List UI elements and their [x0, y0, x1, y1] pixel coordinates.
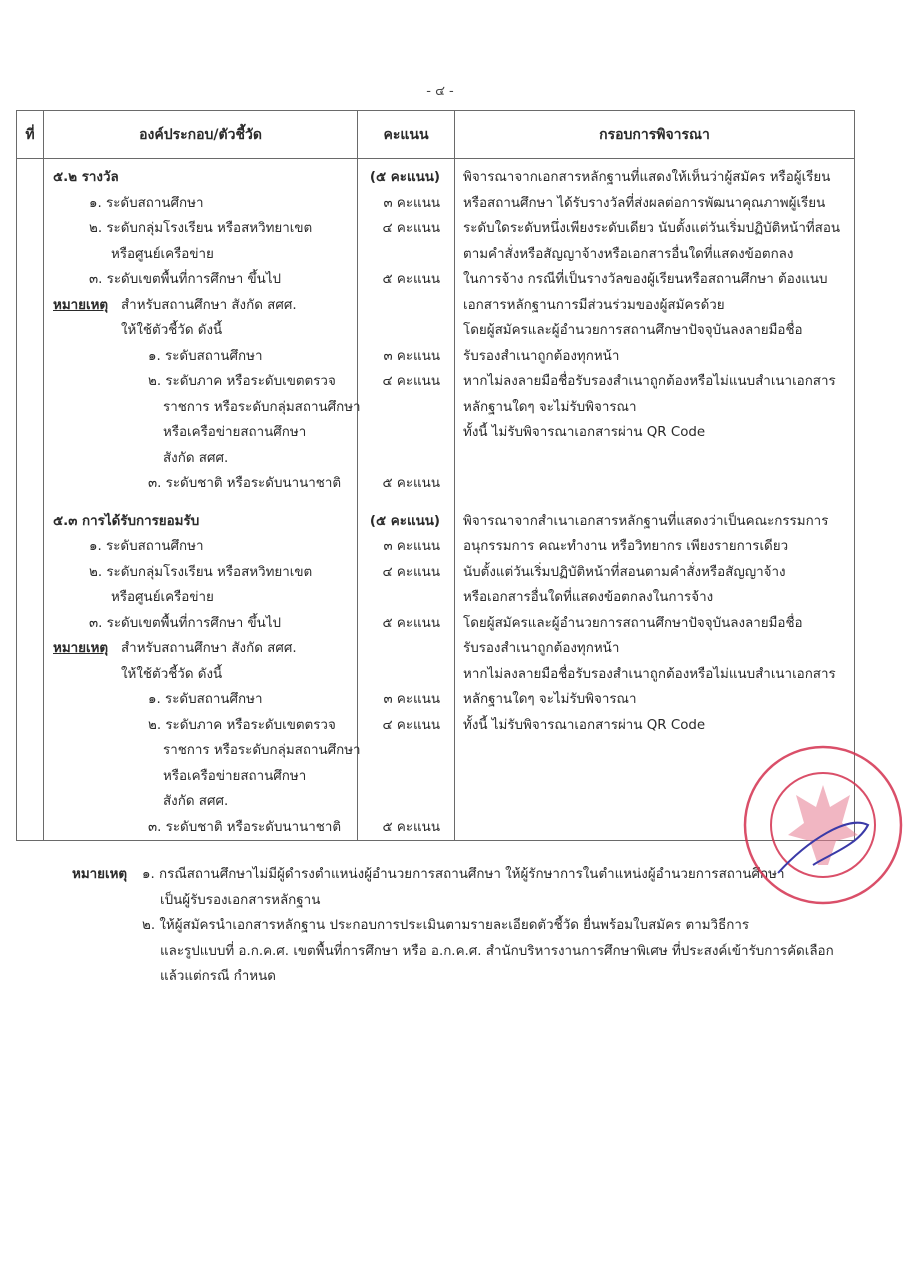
- note-item-score: ๕ คะแนน: [382, 476, 440, 491]
- note-label: หมายเหตุ: [53, 641, 109, 656]
- note-text: ให้ใช้ตัวชี้วัด ดังนี้: [121, 323, 223, 338]
- no-cell: [17, 159, 44, 497]
- criteria-line: พิจารณาจากสำเนาเอกสารหลักฐานที่แสดงว่าเป็นคณะกรรมการ: [463, 513, 829, 529]
- criteria-line: รับรองสำเนาถูกต้องทุกหน้า: [463, 348, 620, 364]
- header-component: องค์ประกอบ/ตัวชี้วัด: [44, 111, 358, 159]
- note-item-text: ราชการ หรือระดับกลุ่มสถานศึกษา: [163, 399, 361, 415]
- section-score: (๕ คะแนน): [369, 170, 440, 185]
- item-score: ๓ คะแนน: [383, 539, 440, 554]
- criteria-line: โดยผู้สมัครและผู้อำนวยการสถานศึกษาปัจจุบันลงลายมือชื่อ: [463, 323, 803, 338]
- criteria-line: หากไม่ลงลายมือชื่อรับรองสำเนาถูกต้องหรือไม่แนบสำเนาเอกสาร: [463, 666, 836, 682]
- item-text: ๓. ระดับเขตพื้นที่การศึกษา ขึ้นไป: [89, 272, 282, 287]
- criteria-line: ทั้งนี้ ไม่รับพิจารณาเอกสารผ่าน QR Code: [463, 425, 706, 440]
- table-row-section-5-3: [17, 497, 855, 841]
- item-text: ๒. ระดับกลุ่มโรงเรียน หรือสหวิทยาเขต: [89, 221, 313, 236]
- section-score: (๕ คะแนน): [369, 513, 440, 529]
- criteria-line: หลักฐานใดๆ จะไม่รับพิจารณา: [463, 399, 637, 415]
- note-item-score: ๔ คะแนน: [382, 717, 440, 733]
- score-cell: [358, 497, 455, 841]
- note-row: [53, 636, 357, 662]
- criteria-line: ในการจ้าง กรณีที่เป็นรางวัลของผู้เรียนหรือสถานศึกษา ต้องแนบ: [463, 272, 828, 287]
- note-item-score: ๔ คะแนน: [382, 374, 440, 389]
- criteria-line: โดยผู้สมัครและผู้อำนวยการสถานศึกษาปัจจุบันลงลายมือชื่อ: [463, 615, 803, 631]
- item-score: [358, 585, 454, 611]
- footer-label: หมายเหตุ: [72, 867, 128, 882]
- note-item-text: ราชการ หรือระดับกลุ่มสถานศึกษา: [163, 743, 361, 758]
- component-cell: [44, 497, 361, 841]
- note-row: [53, 293, 357, 319]
- note-item-score: ๕ คะแนน: [382, 819, 440, 835]
- criteria-line: เอกสารหลักฐานการมีส่วนร่วมของผู้สมัครด้วย: [463, 297, 725, 313]
- criteria-line: หรือสถานศึกษา ได้รับรางวัลที่ส่งผลต่อการพัฒนาคุณภาพผู้เรียน: [463, 195, 826, 211]
- item-score: ๔ คะแนน: [382, 221, 440, 236]
- note-text: สำหรับสถานศึกษา สังกัด สศศ.: [121, 297, 297, 313]
- item-score: ๓ คะแนน: [383, 195, 440, 211]
- note-item-score: ๓ คะแนน: [383, 692, 440, 707]
- note-text: ให้ใช้ตัวชี้วัด ดังนี้: [121, 666, 223, 682]
- section-title: ๕.๒ รางวัล: [53, 170, 119, 185]
- header-criteria: กรอบการพิจารณา: [455, 111, 855, 159]
- note-item-text: สังกัด สศศ.: [163, 794, 229, 809]
- criteria-line: หลักฐานใดๆ จะไม่รับพิจารณา: [463, 692, 637, 707]
- criteria-line: พิจารณาจากเอกสารหลักฐานที่แสดงให้เห็นว่าผู้สมัคร หรือผู้เรียน: [463, 170, 831, 185]
- footer-note-1: [72, 862, 834, 888]
- item-text: ๓. ระดับเขตพื้นที่การศึกษา ขึ้นไป: [89, 615, 282, 631]
- footer-line: เป็นผู้รับรองเอกสารหลักฐาน: [160, 892, 321, 908]
- section-title: ๕.๓ การได้รับการยอมรับ: [53, 513, 200, 529]
- footer-notes: [72, 862, 834, 990]
- footer-line: แล้วแต่กรณี กำหนด: [160, 969, 276, 984]
- note-item-text: ๑. ระดับสถานศึกษา: [148, 348, 263, 364]
- note-item-text: หรือเครือข่ายสถานศึกษา: [163, 768, 307, 784]
- header-no: ที่: [17, 111, 44, 159]
- criteria-line: ทั้งนี้ ไม่รับพิจารณาเอกสารผ่าน QR Code: [463, 717, 706, 733]
- item-text: ๑. ระดับสถานศึกษา: [89, 195, 204, 211]
- item-score: ๕ คะแนน: [382, 272, 440, 287]
- header-score: คะแนน: [358, 111, 455, 159]
- evaluation-table: [16, 110, 855, 841]
- item-text: ๒. ระดับกลุ่มโรงเรียน หรือสหวิทยาเขต: [89, 564, 313, 580]
- criteria-line: หากไม่ลงลายมือชื่อรับรองสำเนาถูกต้องหรือไม่แนบสำเนาเอกสาร: [463, 374, 836, 389]
- footer-line: และรูปแบบที่ อ.ก.ค.ศ. เขตพื้นที่การศึกษา หรือ อ.ก.ค.ศ. สำนักบริหารงานการศึกษาพิเศษ ที่ประสงค์เข้ารับการคัดเลือก: [160, 943, 834, 959]
- note-item-text: หรือเครือข่ายสถานศึกษา: [163, 425, 307, 440]
- item-text: หรือศูนย์เครือข่าย: [111, 246, 214, 262]
- criteria-line: ระดับใดระดับหนึ่งเพียงระดับเดียว นับตั้งแต่วันเริ่มปฏิบัติหน้าที่สอน: [463, 221, 841, 236]
- footer-line: ๒. ให้ผู้สมัครนำเอกสารหลักฐาน ประกอบการประเมินตามรายละเอียดตัวชี้วัด ยื่นพร้อมใบสมัคร ตามวิธีการ: [142, 918, 750, 933]
- item-score: [358, 242, 454, 268]
- criteria-line: รับรองสำเนาถูกต้องทุกหน้า: [463, 641, 620, 656]
- criteria-line: อนุกรรมการ คณะทำงาน หรือวิทยากร เพียงรายการเดียว: [463, 539, 789, 554]
- criteria-line: นับตั้งแต่วันเริ่มปฏิบัติหน้าที่สอนตามคำสั่งหรือสัญญาจ้าง: [463, 564, 786, 580]
- page-number: - ๔ -: [426, 84, 454, 99]
- table-row-section-5-2: [17, 159, 855, 497]
- note-item-text: ๒. ระดับภาค หรือระดับเขตตรวจ: [148, 717, 336, 733]
- score-cell: [358, 159, 455, 497]
- criteria-cell: [455, 159, 855, 497]
- item-score: ๕ คะแนน: [382, 615, 440, 631]
- item-text: หรือศูนย์เครือข่าย: [111, 590, 214, 605]
- note-item-score: ๓ คะแนน: [383, 348, 440, 364]
- criteria-cell: [455, 497, 855, 841]
- note-item-text: ๓. ระดับชาติ หรือระดับนานาชาติ: [148, 819, 342, 835]
- item-score: ๔ คะแนน: [382, 564, 440, 580]
- note-item-text: สังกัด สศศ.: [163, 450, 229, 466]
- note-item-text: ๒. ระดับภาค หรือระดับเขตตรวจ: [148, 374, 336, 389]
- footer-line: ๑. กรณีสถานศึกษาไม่มีผู้ดำรงตำแหน่งผู้อำนวยการสถานศึกษา ให้ผู้รักษาการในตำแหน่งผู้อำนวยการสถานศึกษา: [142, 867, 785, 882]
- item-text: ๑. ระดับสถานศึกษา: [89, 539, 204, 554]
- criteria-line: หรือเอกสารอื่นใดที่แสดงข้อตกลงในการจ้าง: [463, 590, 714, 605]
- table-header-row: [17, 111, 855, 159]
- component-cell: [44, 159, 361, 497]
- no-cell: [17, 497, 44, 841]
- note-label: หมายเหตุ: [53, 297, 109, 313]
- note-item-text: ๑. ระดับสถานศึกษา: [148, 692, 263, 707]
- note-item-text: ๓. ระดับชาติ หรือระดับนานาชาติ: [148, 476, 342, 491]
- note-text: สำหรับสถานศึกษา สังกัด สศศ.: [121, 641, 297, 656]
- criteria-line: ตามคำสั่งหรือสัญญาจ้างหรือเอกสารอื่นใดที่แสดงข้อตกลง: [463, 246, 794, 262]
